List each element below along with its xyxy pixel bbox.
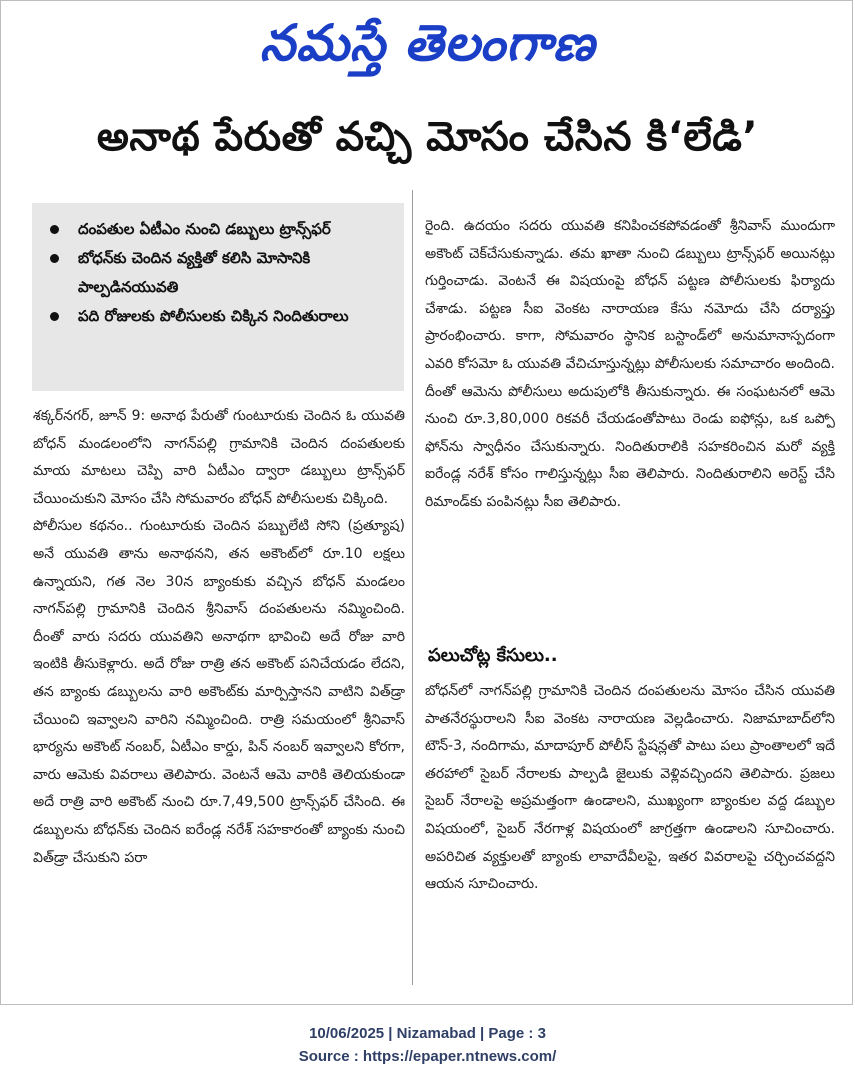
body-paragraph: రైంది. ఉదయం సదరు యువతి కనిపించకపోవడంతో శ్రీనివాస్ ముందుగా అకౌంట్ చెక్‌చేసుకున్నాడు. తమ ఖాతా నుంచి డబ్బులు ట్రాన్స్‌ఫర్ అయినట్లు గుర్తించాడు. వెంటనే ఈ విషయంపై బోధన్ పట్టణ పోలీసులకు ఫిర్యాదు చేశాడు. పట్టణ సీఐ వెంకట నారాయణ కేసు నమోదు చేసి దర్యాప్తు ప్రారంభించారు. కాగా, సోమవారం స్థానిక బస్టాండ్‌లో అనుమానాస్పదంగా ఎవరి కోసమో ఓ యువతి వేచిచూస్తున్నట్లు పోలీసులకు సమాచారం అందింది. దీంతో ఆమెను పోలీసులు అదుపులోకి తీసుకున్నారు. ఈ సంఘటనలో ఆమె నుంచి రూ.3,80,000 రికవరీ చేయడంతోపాటు రెండు ఐఫోన్లు, ఒక ఒప్పో ఫోన్‌ను స్వాధీనం చేసుకున్నారు. నిందితురాలికి సహకరించిన మరో వ్యక్తి ఐరేండ్ల నరేశ్ కోసం గాలిస్తున్నట్లు సీఐ తెలిపారు. నిందితురాలిని అరెస్ట్ చేసి రిమాండ్‌కు పంపినట్లు సీఐ తెలిపారు. bbox=[425, 218, 835, 510]
body-paragraph: పోలీసుల కథనం.. గుంటూరుకు చెందిన పబ్బులేటి సోని (ప్రత్యూష) అనే యువతి తాను అనాథనని, తన అకౌంట్‌లో రూ.10 లక్షలు ఉన్నాయని, గత నెల 30న బ్యాంకుకు వచ్చిన బోధన్ మండలం నాగన్‌పల్లి గ్రామానికి చెందిన శ్రీనివాస్ దంపతులను నమ్మించింది. దీంతో వారు సదరు యువతిని అనాథగా భావించి అదే రోజు వారి ఇంటికి తీసుకెళ్లారు. అదే రోజు రాత్రి తన అకౌంట్ పనిచేయడం లేదని, తన బ్యాంకు డబ్బులను వారి అకౌంట్‌కు మార్పిస్తానని వాటిని విత్‌డ్రా చేయించి ఇవ్వాలని వారిని నమ్మించింది. రాత్రి సమయంలో శ్రీనివాస్ భార్యను అకౌంట్ నంబర్, ఏటీఎం కార్డు, పిన్ నంబర్ ఇవ్వాలని కోరగా, వారు ఆమెకు వివరాలు తెలిపారు. వెంటనే ఆమె వారికి తెలియకుండా అదే రాత్రి వారి అకౌంట్ నుంచి రూ.7,49,500 ట్రాన్స్‌ఫర్ చేసింది. ఈ డబ్బులను బోధన్‌కు చెందిన ఐరేండ్ల నరేశ్ సహకారంతో బ్యాంకు నుంచి విత్‌డ్రా చేసుకుని పరా bbox=[33, 518, 405, 866]
body-paragraph: శక్కర్‌నగర్, జూన్ 9: అనాథ పేరుతో గుంటూరుకు చెందిన ఓ యువతి బోధన్ మండలంలోని నాగన్‌పల్లి గ్రామానికి చెందిన దంపతులకు మాయ మాటలు చెప్పి వారి ఏటీఎం ద్వారా డబ్బులు ట్రాన్స్‌ఫర్ చేయించుకుని మోసం చేసి సోమవారం బోధన్ పోలీసులకు చిక్కింది. bbox=[33, 408, 405, 507]
section-subheading: పలుచోట్ల కేసులు.. bbox=[428, 645, 558, 666]
left-column-text bbox=[33, 403, 405, 988]
body-paragraph: బోధన్‌లో నాగన్‌పల్లి గ్రామానికి చెందిన దంపతులను మోసం చేసిన యువతి పాతనేరస్థురాలని సీఐ వెంకట నారాయణ వెల్లడించారు. నిజామాబాద్‌లోని టౌన్-3, నందిగామ, మాదాపూర్ పోలీస్ స్టేషన్లతో పాటు పలు ప్రాంతాలలో ఇదే తరహాలో సైబర్ నేరాలకు పాల్పడి జైలుకు వెళ్లివచ్చిందని తెలిపారు. ప్రజలు సైబర్ నేరాలపై అప్రమత్తంగా ఉండాలని, ముఖ్యంగా బ్యాంకుల వద్ద డబ్బుల విషయంలో, సైబర్ నేరగాళ్ల విషయంలో జాగ్రత్తగా ఉండాలని సూచించారు. అపరిచిత వ్యక్తులతో బ్యాంకు లావాదేవీలపై, ఇతర వివరాలపై చర్చించవద్దని ఆయన సూచించారు. bbox=[425, 683, 835, 893]
highlight-item bbox=[42, 244, 394, 302]
footer-date-page: 10/06/2025 | Nizamabad | Page : 3 bbox=[309, 1025, 546, 1042]
masthead-logo: నమస్తే తెలంగాణ bbox=[259, 13, 596, 72]
bullet-icon bbox=[50, 312, 59, 321]
highlight-text: బోధన్‌కు చెందిన వ్యక్తితో కలిసి మోసానికి పాల్పడినయువతి bbox=[78, 249, 311, 296]
highlight-text: పది రోజులకు పోలీసులకు చిక్కిన నిందితురాలు bbox=[78, 307, 349, 325]
highlight-item bbox=[42, 215, 394, 244]
column-divider bbox=[412, 190, 413, 985]
highlight-item bbox=[42, 302, 394, 331]
bullet-icon bbox=[50, 254, 59, 263]
right-column-bottom-text bbox=[425, 678, 835, 988]
highlight-text: దంపతుల ఏటీఎం నుంచి డబ్బులు ట్రాన్స్‌ఫర్ bbox=[78, 220, 331, 238]
highlights-box bbox=[32, 203, 404, 391]
bullet-icon bbox=[50, 225, 59, 234]
footer-source-link[interactable]: Source : https://epaper.ntnews.com/ bbox=[298, 1048, 557, 1065]
right-column-text bbox=[425, 213, 835, 625]
article-headline: అనాథ పేరుతో వచ్చి మోసం చేసిన కి‘లేడి’ bbox=[96, 114, 759, 160]
page-footer bbox=[0, 1022, 855, 1068]
highlights-list bbox=[42, 215, 394, 331]
